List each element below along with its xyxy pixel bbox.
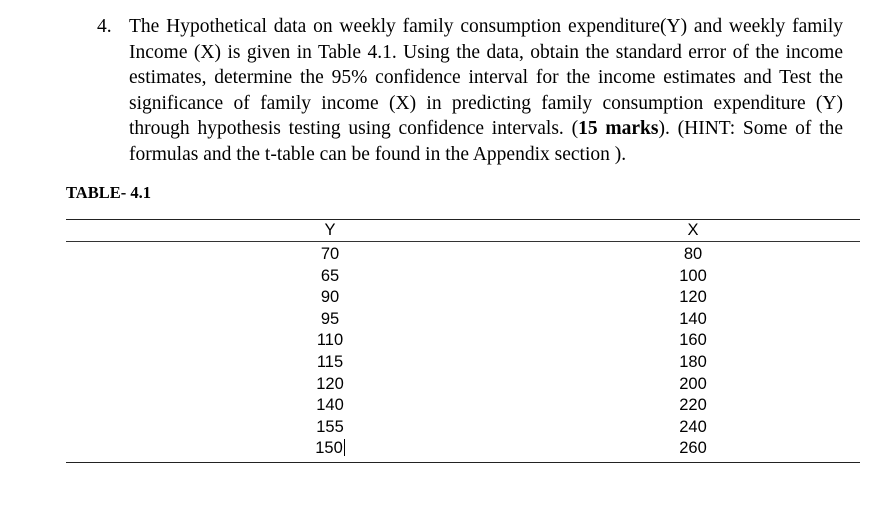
cell-y: 120 — [316, 374, 344, 393]
table-row — [66, 287, 860, 309]
cell-x: 200 — [679, 374, 707, 393]
cell-y: 70 — [320, 245, 340, 263]
table-row — [66, 417, 860, 439]
cell-y: 115 — [316, 352, 344, 371]
question-body: The Hypothetical data on weekly family consumption expenditure(Y) and weekly family Income (X) is given in Table 4.1. Using the data, obtain the standard error of the income estimates, determine the 95% confidence interval for the income estimates and Test the significance of family income (X) in predicting family consumption expenditure (Y) through hypothesis testing using confidence intervals. ( — [129, 16, 843, 140]
question-text — [129, 14, 843, 168]
table-bottom-rule — [66, 462, 860, 463]
marks-label: 15 marks — [578, 118, 659, 140]
table-row — [66, 374, 860, 396]
cell-x: 240 — [679, 417, 707, 436]
cell-y: 65 — [320, 266, 340, 285]
cell-x: 220 — [679, 396, 707, 415]
table-row — [66, 438, 860, 460]
cell-y: 140 — [316, 396, 344, 415]
question-body-end: ). — [658, 118, 670, 140]
cell-x: 120 — [679, 288, 707, 307]
cell-x: 80 — [683, 245, 703, 263]
table-header-row — [66, 220, 860, 241]
cell-x: 180 — [679, 352, 707, 371]
table-row — [66, 266, 860, 288]
question-hint: (HINT: Some of the formulas and the t-table can be found in the Appendix section ). — [129, 118, 843, 165]
text-cursor — [344, 439, 345, 456]
table-row — [66, 244, 860, 266]
table-row — [66, 330, 860, 352]
question-block — [97, 14, 843, 168]
cell-y: 110 — [316, 331, 344, 350]
cell-y: 95 — [320, 309, 340, 328]
cell-y: 90 — [320, 288, 340, 307]
cell-y: 155 — [316, 417, 344, 436]
cell-y — [300, 438, 360, 459]
header-x: X — [687, 221, 699, 239]
cell-x: 260 — [679, 439, 707, 458]
header-y: Y — [324, 221, 336, 239]
table-row — [66, 309, 860, 331]
cell-x: 160 — [679, 331, 707, 350]
cell-y-value: 150 — [315, 439, 343, 458]
table-row — [66, 395, 860, 417]
table-body — [66, 242, 860, 462]
data-table — [66, 219, 860, 463]
question-number: 4. — [97, 16, 112, 37]
cell-x: 140 — [679, 309, 707, 328]
cell-x: 100 — [679, 266, 707, 285]
table-title: TABLE- 4.1 — [66, 183, 151, 202]
table-row — [66, 352, 860, 374]
